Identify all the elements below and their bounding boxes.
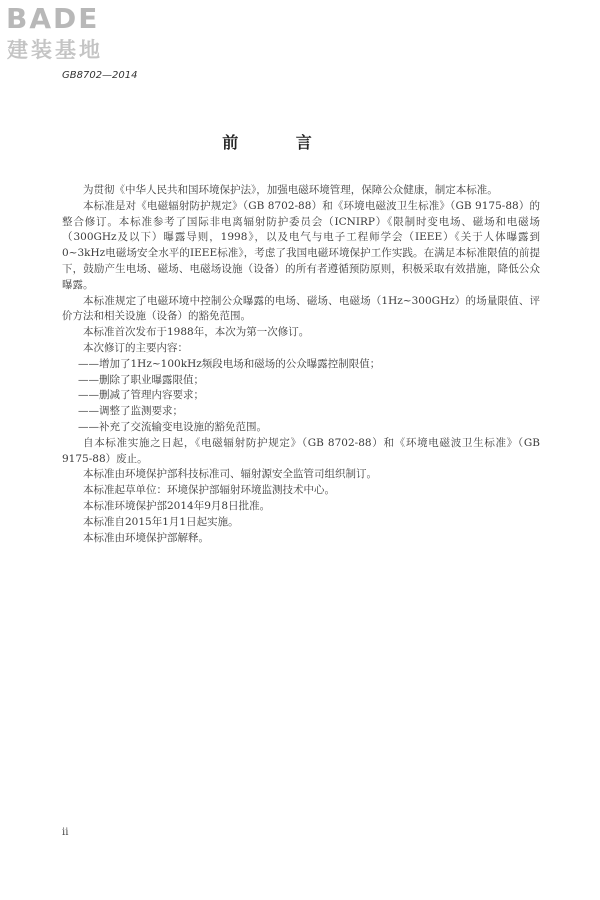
publisher-logo: [6, 4, 126, 66]
revision-item: ——补充了交流输变电设施的豁免范围。: [78, 420, 267, 433]
paragraph: 本标准是对《电磁辐射防护规定》（GB 8702-88）和《环境电磁波卫生标准》（GB 9175-88）的整合修订。本标准参考了国际非电离辐射防护委员会（ICNIRP）《限制时变电场、磁场和电磁场（300GHz及以下）曝露导则，1998》，以及电气与电子工程师学会（IEEE）《关于人体曝露到0~3kHz电磁场安全水平的IEEE标准》，考虑了我国电磁环境保护工作实践。在满足本标准限值的前提下，鼓励产生电场、磁场、电磁场设施（设备）的所有者遵循预防原则，积极采取有效措施，降低公众曝露。: [62, 199, 540, 291]
paragraph: 本标准由环境保护部科技标准司、辐射源安全监管司组织制订。: [83, 468, 377, 481]
paragraph: 本标准由环境保护部解释。: [83, 531, 209, 544]
page-number: ii: [62, 827, 69, 838]
paragraph: 本标准起草单位：环境保护部辐射环境监测技术中心。: [83, 484, 335, 497]
paragraph: 自本标准实施之日起，《电磁辐射防护规定》（GB 8702-88）和《环境电磁波卫生标准》（GB 9175-88）废止。: [62, 436, 540, 465]
revision-item: ——调整了监测要求；: [78, 405, 183, 418]
logo-chinese-text: 建装基地: [7, 38, 103, 62]
paragraph: 为贯彻《中华人民共和国环境保护法》，加强电磁环境管理，保障公众健康，制定本标准。: [83, 184, 498, 196]
paragraph: 本标准首次发布于1988年，本次为第一次修订。: [83, 326, 310, 339]
logo-latin-text: BADE: [6, 2, 100, 35]
revision-item: ——删除了职业曝露限值；: [78, 373, 204, 386]
paragraph: 本标准环境保护部2014年9月8日批准。: [83, 499, 271, 512]
paragraph: 本次修订的主要内容：: [83, 341, 188, 354]
document-id: GB8702—2014: [62, 70, 138, 81]
page-title: 前 言: [222, 133, 338, 152]
revision-item: ——删减了管理内容要求；: [78, 389, 204, 402]
document-body: [62, 183, 540, 546]
paragraph: 本标准自2015年1月1日起实施。: [83, 515, 239, 528]
revision-item: ——增加了1Hz~100kHz频段电场和磁场的公众曝露控制限值；: [78, 357, 381, 370]
paragraph: 本标准规定了电磁环境中控制公众曝露的电场、磁场、电磁场（1Hz~300GHz）的场量限值、评价方法和相关设施（设备）的豁免范围。: [62, 294, 540, 323]
